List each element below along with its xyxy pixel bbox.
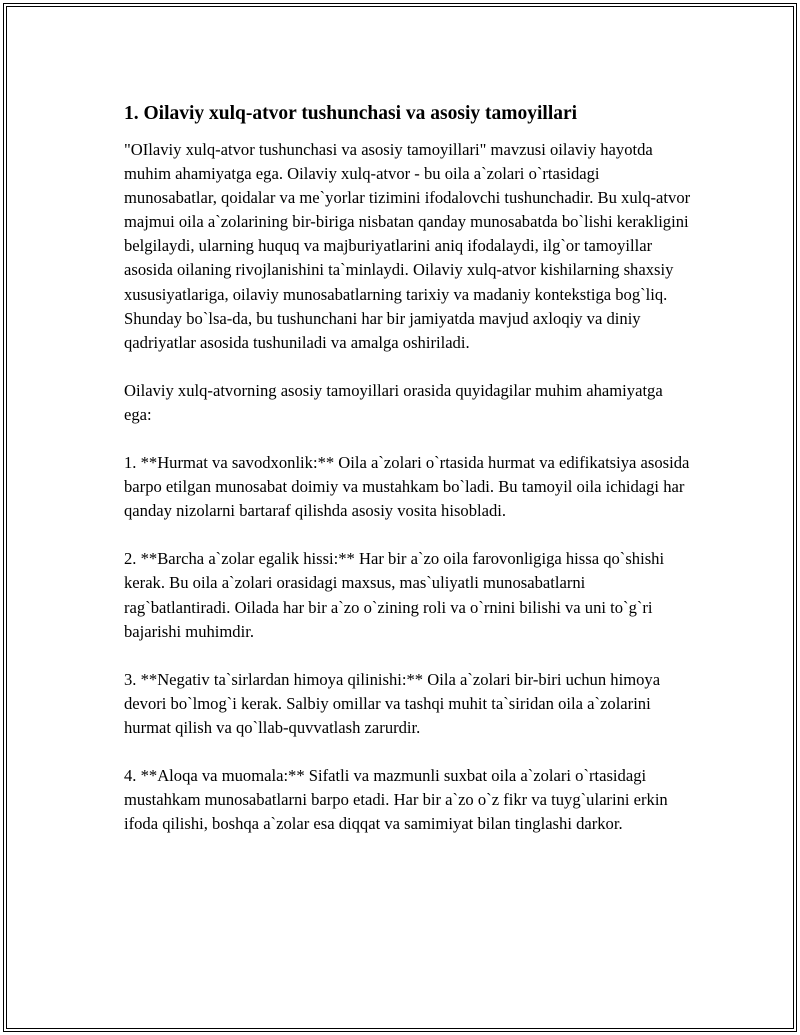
principle-item-communication: 4. **Aloqa va muomala:** Sifatli va mazmunli suxbat oila a`zolari o`rtasidagi mustahkam munosabatlarni barpo etadi. Har bir a`zo o`z fikr va tuyg`ularini erkin ifoda qilishi, boshqa a`zolar esa diqqat va samimiyat bilan tinglashi darkor.: [124, 765, 668, 834]
page-title: 1. Oilaviy xulq-atvor tushunchasi va asosiy tamoyillari: [124, 103, 578, 124]
principle-item-protection: 3. **Negativ ta`sirlardan himoya qilinishi:** Oila a`zolari bir-biri uchun himoya devori bo`lmog`i kerak. Salbiy omillar va tashqi muhit ta`siridan oila a`zolarini hurmat qilish va qo`llab-quvvatlash zarurdir.: [124, 669, 661, 737]
page-frame: [3, 3, 797, 1032]
principle-item-belonging: 2. **Barcha a`zolar egalik hissi:** Har bir a`zo oila farovonligiga hissa qo`shishi kerak. Bu oila a`zolari orasidagi maxsus, mas`uliyatli munosabatlarni rag`batlantiradi. Oilada har bir a`zo o`zining roli va o`rnini bilishi va uni to`g`ri bajarishi muhimdir.: [124, 549, 665, 641]
principles-lead-paragraph: Oilaviy xulq-atvorning asosiy tamoyillari orasida quyidagilar muhim ahamiyatga ega:: [124, 380, 663, 424]
document-content: [124, 100, 694, 860]
intro-paragraph: "OIlaviy xulq-atvor tushunchasi va asosiy tamoyillari" mavzusi oilaviy hayotda muhim ahamiyatga ega. Oilaviy xulq-atvor - bu oila a`zolari o`rtasidagi munosabatlar, qoidalar va me`yorlar tizimini ifodalovchi tushunchadir. Bu xulq-atvor majmui oila a`zolarining bir-biriga nisbatan qanday munosabatda bo`lishi kerakligini belgilaydi, ularning huquq va majburiyatlarini aniq ifodalaydi, ilg`or tamoyillar asosida oilaning rivojlanishini ta`minlaydi. Oilaviy xulq-atvor kishilarning shaxsiy xususiyatlariga, oilaviy munosabatlarning tarixiy va madaniy kontekstiga bog`liq. Shunday bo`lsa-da, bu tushunchani har bir jamiyatda mavjud axloqiy va diniy qadriyatlar asosida tushuniladi va amalga oshiriladi.: [124, 140, 691, 352]
principle-item-respect: 1. **Hurmat va savodxonlik:** Oila a`zolari o`rtasida hurmat va edifikatsiya asosida barpo etilgan munosabat doimiy va mustahkam bo`ladi. Bu tamoyil oila ichidagi har qanday nizolarni bartaraf qilishda asosiy vosita hisobladi.: [124, 453, 690, 521]
